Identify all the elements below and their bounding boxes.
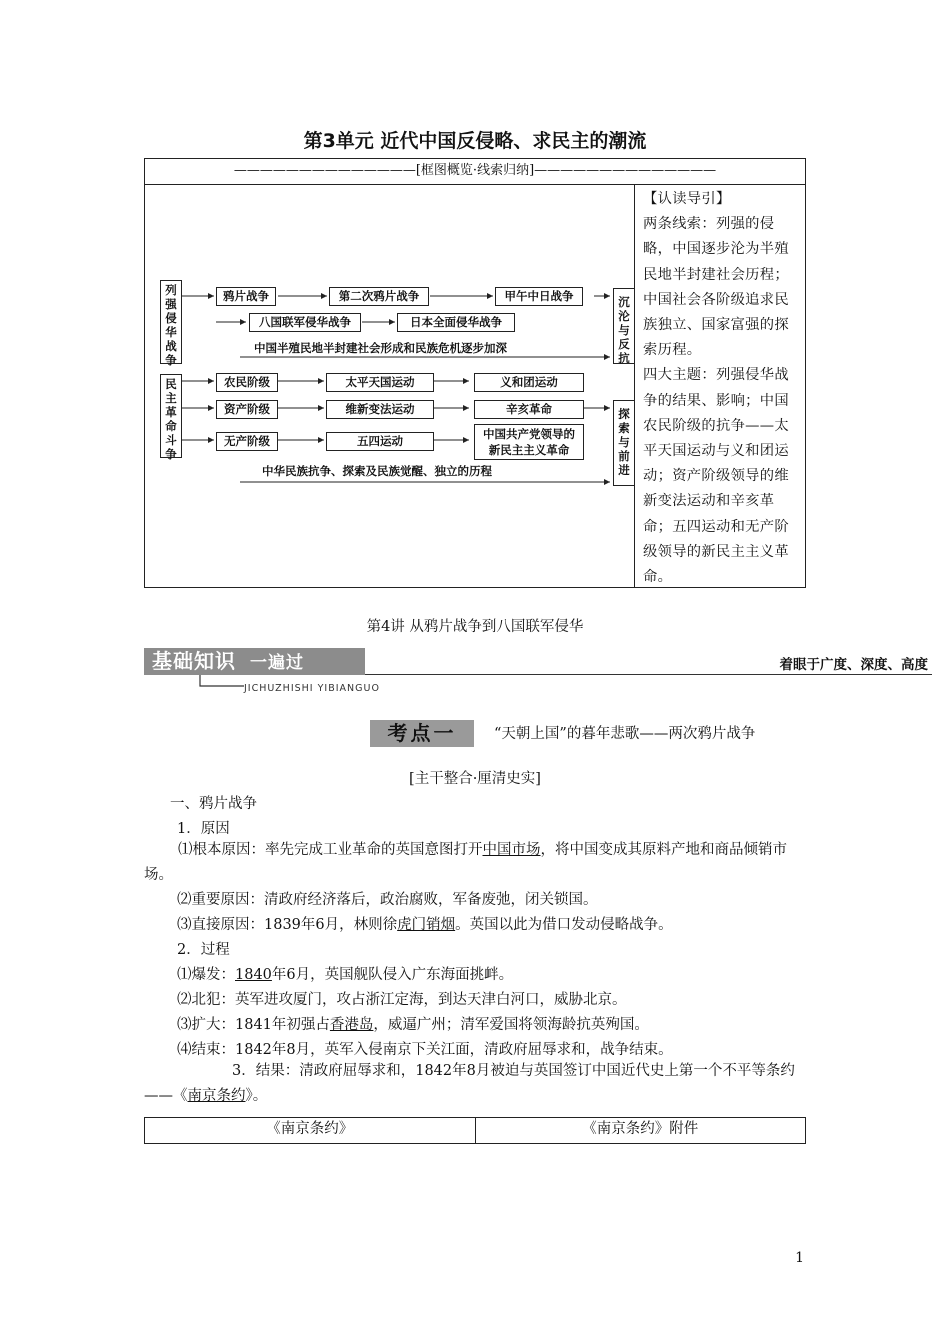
heading-causes: 1．原因 (177, 821, 230, 837)
basic-knowledge-banner (144, 648, 365, 675)
unit-title: 第3单元 近代中国反侵略、求民主的潮流 (303, 130, 647, 152)
banner-pinyin: JICHUZHISHI YIBIANGUO (244, 683, 380, 694)
frame-header: ——————————————[框图概览·线索归纳]—————————————— (144, 158, 806, 185)
box-right-top: 沉沦与反抗 (613, 288, 635, 364)
box-sino-japanese-war: 甲午中日战争 (495, 287, 583, 306)
box-peasant-class: 农民阶级 (216, 373, 278, 392)
process-end: ⑷结束：1842年8月，英军入侵南京下关江面，清政府屈辱求和，战争结束。 (177, 1042, 673, 1058)
reading-guide (634, 185, 806, 588)
kaodian-label: 考点一 (370, 720, 474, 747)
banner-label: 基础知识 (152, 649, 236, 673)
table-header-treaty: 《南京条约》 (145, 1118, 476, 1143)
box-japan-invasion: 日本全面侵华战争 (397, 313, 515, 332)
box-reform: 维新变法运动 (326, 400, 434, 419)
result-paragraph: 3．结果：清政府屈辱求和，1842年8月被迫与英国签订中国近代史上第一个不平等条约——《南京条约》。 (144, 1063, 795, 1104)
box-left-top: 列强侵华战争 (160, 280, 182, 364)
section-heading: [主干整合·厘清史实] (409, 771, 541, 787)
banner-label-2: 一遍过 (249, 653, 304, 673)
crisis-text: 中国半殖民地半封建社会形成和民族危机逐步加深 (254, 341, 507, 355)
table-header-annex: 《南京条约》附件 (582, 1121, 699, 1137)
box-boxer: 义和团运动 (474, 373, 584, 392)
banner-bracket (196, 675, 246, 691)
cause-important: ⑵重要原因：清政府经济落后，政治腐败，军备废弛，闭关锁国。 (177, 892, 598, 908)
box-second-opium-war: 第二次鸦片战争 (329, 287, 429, 306)
banner-focus: 着眼于广度、深度、高度 (779, 657, 928, 673)
heading-opium-war: 一、鸦片战争 (170, 796, 257, 812)
box-eight-nation-war: 八国联军侵华战争 (249, 313, 361, 332)
box-taiping: 太平天国运动 (326, 373, 434, 392)
box-may-fourth: 五四运动 (326, 432, 434, 451)
box-bourgeois-class: 资产阶级 (216, 400, 278, 419)
box-left-bottom: 民主革命斗争 (160, 374, 182, 458)
box-opium-war: 鸦片战争 (216, 287, 276, 306)
cause-direct: ⑶直接原因：1839年6月，林则徐虎门销烟。英国以此为借口发动侵略战争。 (177, 917, 673, 933)
treaty-table (144, 1117, 806, 1144)
lecture-title: 第4讲 从鸦片战争到八国联军侵华 (366, 619, 584, 635)
cause-root: ⑴根本原因：率先完成工业革命的英国意图打开中国市场，将中国变成其原料产地和商品倾销市场。 (144, 842, 787, 883)
history-text: 中华民族抗争、探索及民族觉醒、独立的历程 (262, 464, 492, 478)
guide-heading: 【认读导引】 (643, 191, 731, 207)
process-expand: ⑶扩大：1841年初强占香港岛，威逼广州；清军爱国将领海龄抗英殉国。 (177, 1017, 649, 1033)
heading-process: 2．过程 (177, 942, 230, 958)
kaodian-title: “天朝上国”的暮年悲歌——两次鸦片战争 (494, 726, 756, 742)
process-north: ⑵北犯：英军进攻厦门，攻占浙江定海，到达天津白河口，威胁北京。 (177, 992, 627, 1008)
box-right-bottom: 探索与前进 (613, 400, 635, 486)
process-outbreak: ⑴爆发：1840年6月，英国舰队侵入广东海面挑衅。 (177, 967, 514, 983)
guide-text-1: 两条线索：列强的侵略，中国逐步沦为半殖民地半封建社会历程；中国社会各阶级追求民族独立、国家富强的探索历程。 (643, 216, 789, 359)
page-number: 1 (795, 1250, 804, 1266)
box-proletariat-class: 无产阶级 (216, 432, 278, 451)
box-xinhai: 辛亥革命 (474, 400, 584, 419)
box-new-democratic: 中国共产党领导的新民主主义革命 (474, 424, 584, 460)
guide-text-2: 四大主题：列强侵华战争的结果、影响；中国农民阶级的抗争——太平天国运动与义和团运动；资产阶级领导的维新变法运动和辛亥革命；五四运动和无产阶级领导的新民主主义革命。 (643, 367, 789, 586)
